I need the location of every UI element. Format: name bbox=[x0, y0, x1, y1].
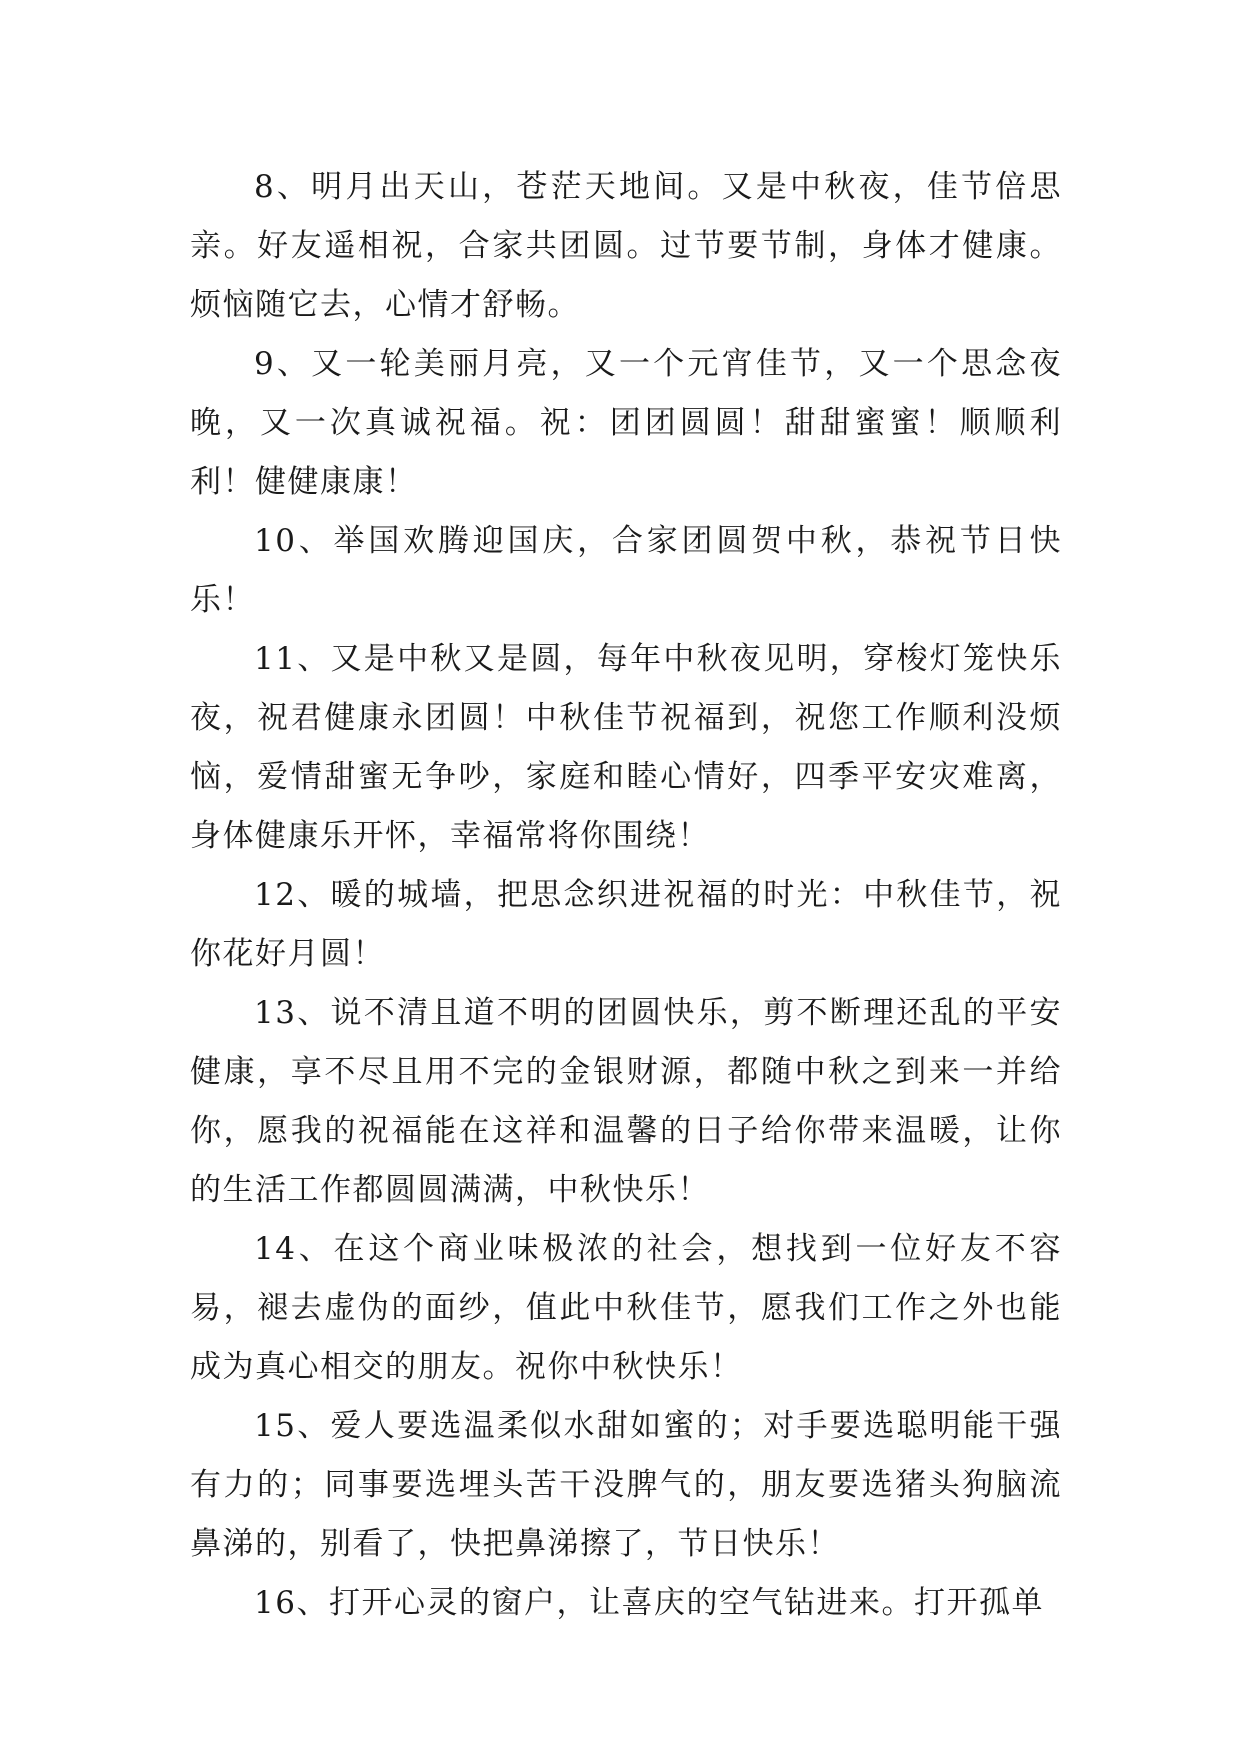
paragraph-14: 14、在这个商业味极浓的社会，想找到一位好友不容易，褪去虚伪的面纱，值此中秋佳节，愿我们工作之外也能成为真心相交的朋友。祝你中秋快乐！ bbox=[190, 1231, 1062, 1385]
paragraph-13: 13、说不清且道不明的团圆快乐，剪不断理还乱的平安健康，享不尽且用不完的金银财源，都随中秋之到来一并给你，愿我的祝福能在这祥和温馨的日子给你带来温暖，让你的生活工作都圆圆满满，中秋快乐！ bbox=[190, 995, 1062, 1208]
paragraph-15: 15、爱人要选温柔似水甜如蜜的；对手要选聪明能干强有力的；同事要选埋头苦干没脾气的，朋友要选猪头狗脑流鼻涕的，别看了，快把鼻涕擦了，节日快乐！ bbox=[190, 1408, 1062, 1562]
paragraph-8: 8、明月出天山，苍茫天地间。又是中秋夜，佳节倍思亲。好友遥相祝，合家共团圆。过节要节制，身体才健康。烦恼随它去，心情才舒畅。 bbox=[190, 169, 1062, 323]
paragraph-11: 11、又是中秋又是圆，每年中秋夜见明，穿梭灯笼快乐夜，祝君健康永团圆！中秋佳节祝福到，祝您工作顺利没烦恼，爱情甜蜜无争吵，家庭和睦心情好，四季平安灾难离，身体健康乐开怀，幸福常将你围绕！ bbox=[190, 641, 1062, 854]
paragraph-10: 10、举国欢腾迎国庆，合家团圆贺中秋，恭祝节日快乐！ bbox=[190, 523, 1062, 618]
paragraph-9: 9、又一轮美丽月亮，又一个元宵佳节，又一个思念夜晚，又一次真诚祝福。祝：团团圆圆！甜甜蜜蜜！顺顺利利！健健康康！ bbox=[190, 346, 1062, 500]
paragraph-16: 16、打开心灵的窗户，让喜庆的空气钻进来。打开孤单 bbox=[254, 1585, 1044, 1621]
paragraph-12: 12、暖的城墙，把思念织进祝福的时光：中秋佳节，祝你花好月圆！ bbox=[190, 877, 1062, 972]
document-body bbox=[190, 158, 1062, 1633]
